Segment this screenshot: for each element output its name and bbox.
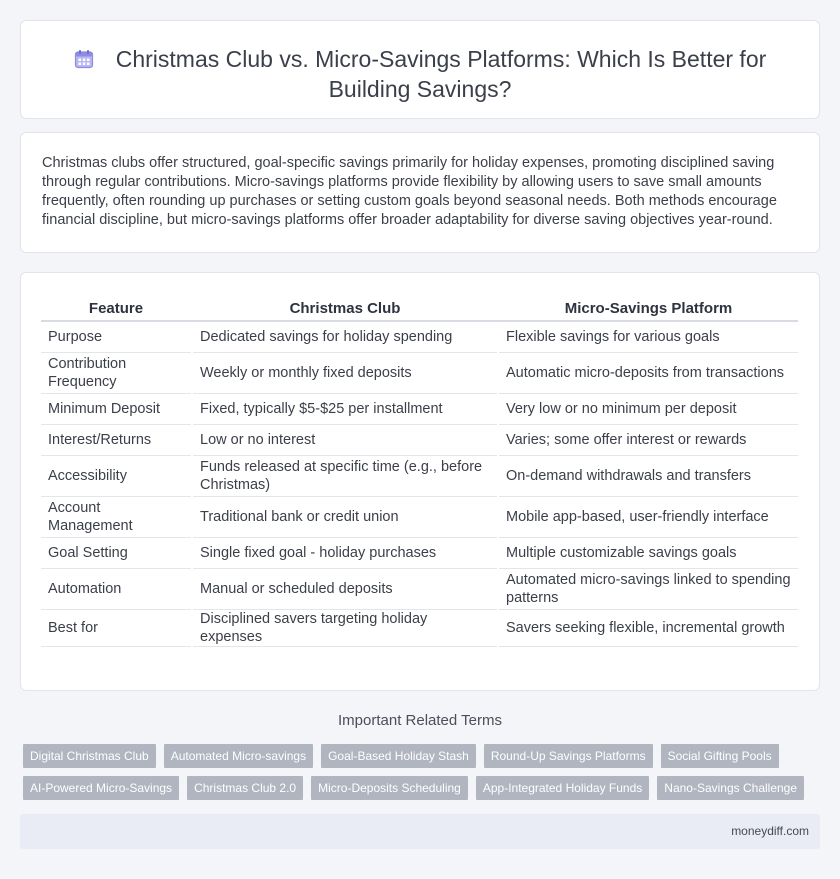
christmas-club-cell: Dedicated savings for holiday spending — [192, 321, 498, 352]
table-row — [41, 424, 798, 455]
feature-cell: Contribution Frequency — [41, 352, 192, 393]
feature-cell: Interest/Returns — [41, 424, 192, 455]
feature-cell: Account Management — [41, 496, 192, 537]
christmas-club-cell: Traditional bank or credit union — [192, 496, 498, 537]
header-feature: Feature — [41, 297, 192, 321]
page-title: Christmas Club vs. Micro-Savings Platforms: Which Is Better for Building Savings? — [115, 46, 767, 102]
comparison-table — [41, 297, 798, 647]
calendar-icon — [74, 46, 94, 66]
related-term-tag[interactable]: AI-Powered Micro-Savings — [23, 776, 179, 800]
christmas-club-cell: Disciplined savers targeting holiday expenses — [192, 609, 498, 646]
footer-bar — [20, 814, 820, 849]
table-row — [41, 352, 798, 393]
christmas-club-cell: Single fixed goal - holiday purchases — [192, 537, 498, 568]
table-row — [41, 455, 798, 496]
comparison-card — [20, 272, 820, 691]
christmas-club-cell: Weekly or monthly fixed deposits — [192, 352, 498, 393]
table-row — [41, 568, 798, 609]
micro-savings-cell: Automatic micro-deposits from transactions — [498, 352, 798, 393]
related-term-tag[interactable]: Digital Christmas Club — [23, 744, 156, 768]
related-term-tag[interactable]: Goal-Based Holiday Stash — [321, 744, 476, 768]
related-terms-tags — [23, 744, 823, 808]
related-terms-heading: Important Related Terms — [338, 712, 502, 729]
summary-text: Christmas clubs offer structured, goal-specific savings primarily for holiday expenses, promoting disciplined saving through regular contributions. Micro-savings platforms provide flexibility by allowing users to save small amounts frequently, often rounding up purchases or setting custom goals beyond seasonal needs. Both methods encourage financial discipline, but micro-savings platforms offer broader adaptability for diverse saving objectives year-round. — [42, 155, 777, 228]
micro-savings-cell: Very low or no minimum per deposit — [498, 393, 798, 424]
table-row — [41, 321, 798, 352]
tag-row — [23, 744, 823, 768]
feature-cell: Best for — [41, 609, 192, 646]
micro-savings-cell: Mobile app-based, user-friendly interface — [498, 496, 798, 537]
related-term-tag[interactable]: Round-Up Savings Platforms — [484, 744, 653, 768]
footer-site-link[interactable]: moneydiff.com — [731, 824, 809, 838]
related-term-tag[interactable]: Micro-Deposits Scheduling — [311, 776, 468, 800]
related-term-tag[interactable]: App-Integrated Holiday Funds — [476, 776, 649, 800]
table-row — [41, 393, 798, 424]
tag-row — [23, 776, 823, 800]
table-row — [41, 496, 798, 537]
header-christmas-club: Christmas Club — [192, 297, 498, 321]
title-card — [20, 20, 820, 119]
related-term-tag[interactable]: Nano-Savings Challenge — [657, 776, 804, 800]
related-term-tag[interactable]: Christmas Club 2.0 — [187, 776, 303, 800]
feature-cell: Goal Setting — [41, 537, 192, 568]
header-micro-savings: Micro-Savings Platform — [498, 297, 798, 321]
feature-cell: Automation — [41, 568, 192, 609]
micro-savings-cell: Varies; some offer interest or rewards — [498, 424, 798, 455]
summary-card — [20, 132, 820, 253]
table-row — [41, 537, 798, 568]
micro-savings-cell: Flexible savings for various goals — [498, 321, 798, 352]
micro-savings-cell: Automated micro-savings linked to spending patterns — [498, 568, 798, 609]
related-term-tag[interactable]: Automated Micro-savings — [164, 744, 313, 768]
page-title-wrap — [21, 44, 819, 104]
micro-savings-cell: Savers seeking flexible, incremental growth — [498, 609, 798, 646]
feature-cell: Accessibility — [41, 455, 192, 496]
christmas-club-cell: Fixed, typically $5-$25 per installment — [192, 393, 498, 424]
related-term-tag[interactable]: Social Gifting Pools — [661, 744, 779, 768]
table-header-row — [41, 297, 798, 321]
table-row — [41, 609, 798, 646]
micro-savings-cell: On-demand withdrawals and transfers — [498, 455, 798, 496]
christmas-club-cell: Low or no interest — [192, 424, 498, 455]
feature-cell: Purpose — [41, 321, 192, 352]
christmas-club-cell: Funds released at specific time (e.g., before Christmas) — [192, 455, 498, 496]
feature-cell: Minimum Deposit — [41, 393, 192, 424]
christmas-club-cell: Manual or scheduled deposits — [192, 568, 498, 609]
micro-savings-cell: Multiple customizable savings goals — [498, 537, 798, 568]
